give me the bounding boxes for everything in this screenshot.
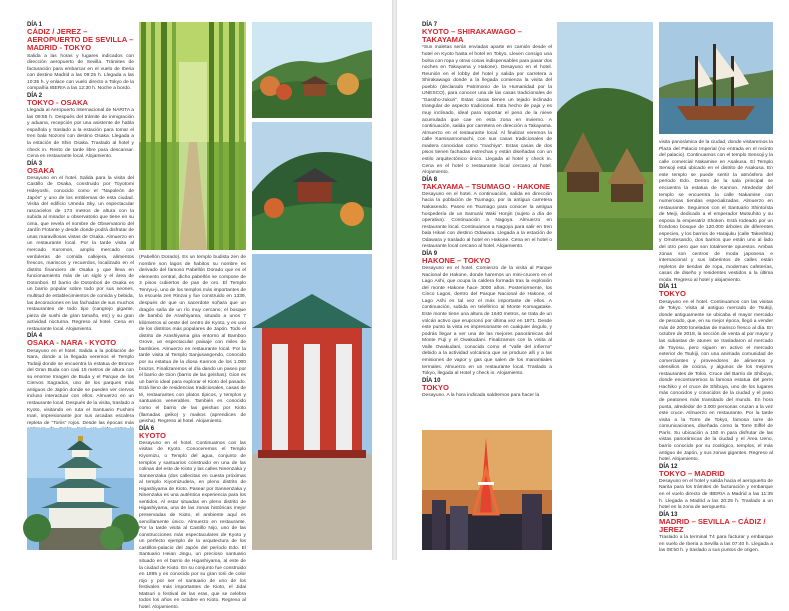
day-label: DÍA 11	[659, 284, 678, 291]
bamboo-forest-photo	[139, 22, 246, 250]
day-block	[659, 284, 773, 463]
day-description: Desayuno en el hotel. Continuamos con las visitas de Tokyo. Visita al antiguo mercado de Tsukiji, donde antiguamente se ubicaba el mayor mercado de pescado, que, en su mejor época, llegó a vender más de 2000 toneladas de marisco fresco al día. En octubre de 2018, la sección de venta al por mayor y las subastas de atunes se trasladaron al mercado de Toyosu, pero siguen en activo el mercado exterior de Tsukiji, con una animada comunidad de comerciantes y proveedores de alimentos y utensilios de cocina, y algunos de los mejores restaurantes de Tokio. Cruce del Barrio de Shibuya, donde encontraremos la famosa estatua del perro Hachiko y el cruce de Shibuya, uno de los lugares más conocidos y conocidos de la ciudad y el paso de peatones más transitado del mundo. En hora punta, alrededor de 3.000 personas cruzan a la vez este cruce. Almuerzo en restaurante. Por la tarde visita a la Torre de Tokyo, famosa torre de comunicaciones, diseñada como la Torre Eiffel de París. Su ubicación a 150 m para disfrutar de las vistas panorámicas de la ciudad y el Área Ueno, barrio conocido por su zoológico, templos, el más antiguo de Japón, y sus zonas gigantes. Regreso al hotel. Alojamiento.	[659, 299, 773, 463]
route-title: TOKYO	[422, 382, 449, 392]
day-description: Desayuno en el hotel. Salida para la visita del Castillo de Osaka, construido por Toyotomi Hideyoshi, conocido como el "Napoleón de Japón" y uno de los emblemas de esta ciudad. Visita del edificio Umeda Sky, un espectacular rascacielos de 173 metros de altura con la subida al mirador u observatorio que tiene en su cima, que revela el nombre de Observatorio del Jardín Flotante y desde donde podrá disfrutar de unas maravillosas vistas de Osaka. Almuerzo en un restaurante local. Por la tarde visita al mercado Kuromon, amplio mercado con verduleras de comida callejera, alimentos frescos, mariscos y recuerdos, localizado en el distrito financiero de Osaka y que lleva en funcionamiento más de un siglo y el área de Dotonbori. El barrio de Dotonbori de Osaka es un barrio popular sobre todo por sus neones, multitud de establecimientos de comida y bebida, las decoraciones en las fachadas de sus muchos restaurantes de todo tipo (cangrejo gigante, pieza de sushi de gran tamaño, etc) y su gran actividad nocturna. Regreso al hotel. Cena en restaurante local. Alojamiento.	[27, 175, 134, 332]
day-label: DÍA 6	[139, 425, 155, 432]
route-title: KYOTO – SHIRAKAWAGO – TAKAYAMA	[422, 27, 522, 45]
day-label: DÍA 9	[422, 250, 438, 257]
day-block	[27, 22, 134, 93]
day-label: DÍA 10	[422, 377, 441, 384]
route-title: OSAKA	[27, 165, 55, 175]
right-column-1	[422, 22, 552, 399]
day-label: DÍA 2	[27, 92, 43, 99]
day-block	[422, 251, 552, 378]
left-column-2	[139, 255, 246, 611]
route-title: OSAKA - NARA - KYOTO	[27, 338, 117, 348]
day-description: Desayuno en el hotel. A continuación, salida en dirección hacia la población de Tsumago, por la antigua carretera Nakasendo. Paseo en Tsumago para conocer la antigua hospedería de un Samurái Waki Honjin (sujeto a día de operativa). Continuación a Nagoya. Almuerzo en restaurante local. Continuamos a Nagoya para salir en tren bala Hikari con destino Odawara. Llegada a la estación de Odawara y traslado al hotel en Hakone. Cena en el hotel o restaurante local cercano al hotel. Alojamiento.	[422, 191, 552, 250]
day-label: DÍA 8	[422, 176, 438, 183]
day-description: Desayuno en el hotel. Salida a la población de Nara, donde a la llegada veremos el Templo Todaiji donde se encuentra la estatua de Bronce del Gran Buda con casi 15 metros de altura con su enorme Imagen de Buda y el Parque de los Ciervos Sagrados, uno de los parques más antiguos de Japón donde se pueden ver ciervos incluso interactuar con ellos. Almuerzo en un restaurante local. Después de la visita, traslado a Kyoto, visitando en ruta el Santuario Fushimi Inari, impresionante por sus arcadas escalera repleta de "Toriis" rojos. Desde las épocas más	[27, 348, 134, 426]
day-label: DÍA 13	[659, 511, 678, 518]
day-label: DÍA 3	[27, 160, 43, 167]
day-block	[659, 464, 773, 512]
day-label: DÍA 4	[27, 333, 43, 340]
day-block	[659, 512, 773, 555]
day-block	[659, 140, 773, 284]
shirakawago-village-photo	[557, 22, 653, 250]
day-description: Salida a las horas y lugares indicados con dirección aeropuerto de Sevilla. Trámites de facturación para embarcar en el vuelo de Iberia con destino Madrid a las 09:25 h. Llegada a las 10:35 h. y enlace con vuelo directo a Tokyo de la compañía IBERIA a las 12:30 h. Noche a bordo.	[27, 53, 134, 92]
route-title: TAKAYAMA – TSUMAGO - HAKONE	[422, 181, 551, 191]
right-page	[397, 0, 789, 560]
day-description: Llegada al Aeropuerto Internacional de NARITA a las 09:55 h. Después del trámite de inmigración y aduana, recepción por una asistente de habla española y traslado a la estación para tomar el tren bala Nozomi con destino Osaka. Llegada a la estación de Shin Osaka. Traslado al hotel y check in. Resto de tarde libre para descansar. Cena en restaurante local. Alojamiento.	[27, 108, 134, 160]
day-description: Traslado a la terminal T4 para facturar y embarque en vuelo de Iberia a Sevilla a las 07:40 h. Llegada a las 08:50 h. y traslado a sus puntos de origen.	[659, 535, 773, 554]
route-title: HAKONE – TOKYO	[422, 255, 491, 265]
day-block	[422, 378, 552, 400]
day-block	[27, 161, 134, 334]
day-block	[139, 255, 246, 426]
osaka-castle-photo	[27, 428, 134, 550]
route-title: CÁDIZ / JEREZ – AEROPUERTO DE SEVILLA – MADRID - TOKYO	[27, 27, 134, 53]
day-description: Desayuno en el hotel. Comienzo de la visita al Parque Nacional de Hakone, donde haremos un mini-crucero en el Lago Ashi, que ocupa la caldera formada tras la explosión del monte Hakone hace 3000 años. Posteriormente, los Cinco Lagos, dentro del Parque Nacional de Hakone, el Lago Ashi es tal vez el más importante de ellos. A continuación, subida en teleférico al Monte Komagatake. Este monte tiene una altura de 1640 metros, se trata de un volcán activo que erupcionó por última vez en 1971. Desde este punto la vista es impresionante en cualquier ángulo, y podrás llegar a ver una de las mejores panorámicas del Monte Fuji y el Owakudani. Finalizamos con la visita al Valle Owakudani, conocido como el "valle del infierno" debido a la actividad volcánica que se produce allí y a las emisiones de vapor y gas que salen de los manantiales termales. Almuerzo en un restaurante local. Traslado a Tokyo, llegada al Hotel y check in. Alojamiento.	[422, 266, 552, 377]
route-title: TOKYO	[659, 289, 686, 299]
day-description: *Sus maletas serán enviadas aparte en camión desde el hotel en Kyoto hasta el hotel en Tokyo. Lleven consigo una bolsa con ropa y otras cosas indispensables para pasar dos noches en Takayama y Hakone). Desayuno en el hotel. Reunión en el lobby del hotel y salida por carretera a Shirakawago donde a la llegada comienza la visita del pueblo (declarado Patrimonio de la Humanidad por la UNESCO), para conocer una de las casas tradicionales de "Gassho-zukuri". Estas casas tienen un tejado inclinado triangular de aspecto tradicional. Esta hecho de paja y es muy inclinado, ideal para soportar el peso de la nieve acumulada que cae en esta zona en invierno. A continuación, salida por carretera en dirección a Takayama. Almuerzo en el restaurante local. Al finalizar veremos la calle Kamisannomachi, con sus casas tradicionales de madera conocidas como "machiya". Estas casas de dos pisos tienen fachadas estrechas y están diseñadas con un estilo arquitectónico único. Llegada al hotel y check in. Cena en el hotel o restaurante local cercano al hotel. Alojamiento.	[422, 45, 552, 176]
day-label: DÍA 12	[659, 463, 678, 470]
right-column-3	[659, 140, 773, 555]
shrine-gate-photo	[252, 254, 372, 550]
day-label: DÍA 1	[27, 22, 43, 28]
tokyo-tower-photo	[422, 430, 552, 550]
left-column-1	[27, 22, 134, 482]
route-title: KYOTO	[139, 430, 166, 440]
day-description: visita panorámica de la ciudad, donde visitaremos la Plaza del Palacio Imperial (no entrada en el recinto del palacio). Continuamos con el templo Sensoji y la calle comercial Nakamise en Asakusa. El Templo Sensoji está ubicado en el distrito de Asakusa. En este templo se puede sentir la atmósfera del período Edo. Dentro de la sala principal se encuentra la estatua de Kannon. Alrededor del templo se encuentra la calle Nakamise con numerosas tiendas especializadas. Almuerzo en restaurante. Seguimos con el Santuario Shintoísta de Meiji, dedicado a el emperador Mutsuhito y su esposa la emperatriz Shoken. Está rodeado por un frondoso bosque de 120.000 árboles de diferentes especies, y los barrios de Harajuku (calle Takeshita) y Omotesando, dos barrios que están uno al lado del otro pero que son totalmente opuestos. Ambas zonas son centros de moda japonesa e internacional y sus laberintos de calles están repletos de tiendas de ropa, modernas cafeterías, casas de diseño y residentes vestidos a la última moda. Regreso al hotel y alojamiento.	[659, 140, 773, 283]
route-title: TOKYO – MADRID	[659, 468, 725, 478]
day-block	[139, 426, 246, 611]
temple-mountain-photo	[252, 122, 372, 250]
day-block	[27, 93, 134, 161]
arashiyama-hillside-photo	[252, 22, 372, 118]
day-block	[422, 177, 552, 251]
pirate-ship-cruise-photo	[659, 22, 773, 134]
day-description: Desayuno en el hotel y salida hacia el aeropuerto de Narita para los trámites de facturación y embarque en el vuelo directo de IBERIA a Madrid a las 11:35 h. Llegada a Madrid a las 20:25 h. Traslado a un hotel en la zona de aeropuerto.	[659, 478, 773, 511]
day-description: (Pabellón Dorado). Es un templo budista zen de nombre son lagos de habitos su nombre es derivado del famoso Pabellón Dorado que es el elemento central, dicho pabellón se compone de 3 pisos cubiertos de pan de oro. El Templo Tenryu-ji, uno de los templos más importantes de la escuela zen Rinzai y fue construido en 1339, después de que un sacerdote soñara que un dragón salía de un río muy cercano; el bosque de bambú de Arashiyama, situado a unos 7 kilómetros al oeste del centro de Kyoto, y es uno de los distritos más populares de Japón. Todo el distrito de Arashiyama gira entorno al Bamboo Grove, un espectacular paisaje con miles de bambúes. Almuerzo en restaurante local. Por la tarde visita al Templo Sanjusangendo, conocido por su estatua de la diosa Kannon de los 1.000 brazos. Finalizaremos el día dando un paseo por el barrio de Gion (barrio de las geishas). Gion es un barrio ideal para explorar el Kioto del pasado. Está lleno de residencias tradicionales, casas de té, restaurantes con platos típicos, y templos y santuarios venerables. También es conocido como el barrio de las geishas por Kioto (llamadas geiko) y maikos (aprendices de geisha). Regreso al hotel. Alojamiento.	[139, 255, 246, 425]
day-block	[422, 22, 552, 177]
day-description: Desayuno. A la hora indicada saldremos para hacer la	[422, 392, 540, 398]
day-description: Desayuno en el hotel. Continuamos con las visitas de Kyoto. Conoceremos el Templo Kiyomizu, o Templo del agua, conjunto de templos y santuarios construido en una de las colinas del este de Kioto y las calles Ninenzaka y Sannenzaka (dos callecitas en cuesta próximas al templo Kiyomizudera, en pleno distrito de Higashiyama de Kioto. Pasear por Sannenzaka y Ninenzaka es una auténtica experiencia para los sentidos. Al estar situadas en pleno distrito de Higashiyama, una de las zonas históricas mejor preservadas de Kioto, el ambiente aquí es sencillamente único. Almuerzo en restaurante. Por la tarde visita al Castillo Nijo, uno de las construcciones más espectaculares de Kyoto y un perfecto ejemplo de la arquitectura de los castillos-palacio del Japón del período Edo. El Santuario Heian Jingu, un precioso santuario situado en el barrio de Higashiyama, al este de la ciudad de Kioto. En su conjunto fue construido en 1895 y es conocido por su gran torii de color rojo y por ser el santuario de uno de los festivales más importantes de Kioto, el Jidai Matsuri o festival de las eras, que se celebra todos los años en octubre en Kioto. Regreso al hotel. Alojamiento.	[139, 440, 246, 610]
left-page	[0, 0, 392, 610]
route-title: TOKYO - OSAKA	[27, 97, 89, 107]
route-title: MADRID – SEVILLA – CÁDIZ / JEREZ	[659, 516, 766, 534]
day-label: DÍA 7	[422, 22, 438, 28]
